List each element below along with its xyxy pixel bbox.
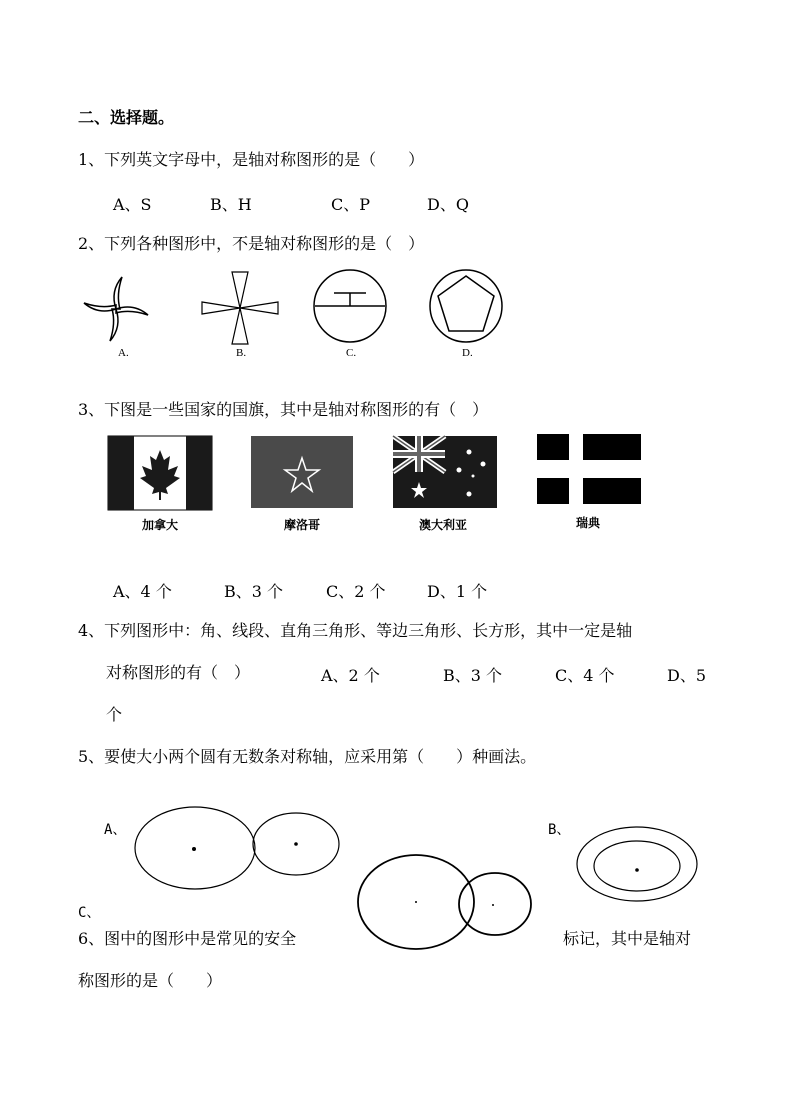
q5-label-b: B、 bbox=[548, 822, 571, 838]
q2-caption-a: A. bbox=[118, 347, 129, 359]
q4-option-a: A、2 个 bbox=[321, 666, 380, 685]
q2-caption-b: B. bbox=[236, 347, 247, 359]
q3-option-d: D、1 个 bbox=[427, 582, 488, 601]
pentagon-circle-figure bbox=[428, 268, 508, 348]
circle-t-figure bbox=[312, 268, 392, 348]
q1-option-c: C、P bbox=[331, 195, 371, 214]
q4-option-c: C、4 个 bbox=[555, 666, 615, 685]
question-6-part-1: 6、图中的图形中是常见的安全 bbox=[78, 929, 297, 948]
intersecting-circles-figure bbox=[356, 852, 536, 952]
q2-caption-c: C. bbox=[346, 347, 357, 359]
flag-caption-sweden: 瑞典 bbox=[576, 516, 601, 530]
section-title: 二、选择题。 bbox=[78, 108, 175, 127]
q1-option-a: A、S bbox=[113, 195, 152, 214]
q4-option-d: D、5 bbox=[667, 666, 707, 685]
q5-label-c: C、 bbox=[78, 905, 101, 921]
question-3-stem: 3、下图是一些国家的国旗，其中是轴对称图形的有（ ） bbox=[78, 400, 489, 419]
concentric-circles-figure bbox=[576, 826, 700, 902]
pinwheel-figure bbox=[78, 272, 158, 342]
q3-option-c: C、2 个 bbox=[326, 582, 386, 601]
q1-option-d: D、Q bbox=[427, 195, 469, 214]
canada-flag bbox=[108, 436, 212, 510]
q1-option-b: B、H bbox=[210, 195, 252, 214]
flag-caption-morocco: 摩洛哥 bbox=[284, 518, 321, 532]
flag-caption-australia: 澳大利亚 bbox=[419, 518, 468, 532]
question-6-line-2: 称图形的是（ ） bbox=[78, 971, 223, 990]
question-6-part-2: 标记，其中是轴对 bbox=[563, 929, 692, 948]
australia-flag bbox=[393, 436, 497, 508]
question-4-line-1: 4、下列图形中：角、线段、直角三角形、等边三角形、长方形，其中一定是轴 bbox=[78, 621, 633, 640]
q5-label-a: A、 bbox=[104, 822, 127, 838]
question-1-stem: 1、下列英文字母中，是轴对称图形的是（ ） bbox=[78, 150, 425, 169]
tangent-circles-figure bbox=[134, 806, 344, 890]
question-4-line-3: 个 bbox=[106, 705, 123, 724]
q3-option-b: B、3 个 bbox=[224, 582, 284, 601]
question-5-stem: 5、要使大小两个圆有无数条对称轴，应采用第（ ）种画法。 bbox=[78, 747, 537, 766]
q3-option-a: A、4 个 bbox=[113, 582, 172, 601]
sweden-flag bbox=[537, 434, 641, 506]
question-2-stem: 2、下列各种图形中，不是轴对称图形的是（ ） bbox=[78, 234, 425, 253]
q4-option-b: B、3 个 bbox=[443, 666, 503, 685]
flag-caption-canada: 加拿大 bbox=[142, 518, 179, 532]
question-4-line-2: 对称图形的有（ ） bbox=[106, 663, 251, 682]
morocco-flag bbox=[251, 436, 353, 508]
q2-caption-d: D. bbox=[462, 347, 473, 359]
cross-wedge-figure bbox=[200, 268, 280, 348]
